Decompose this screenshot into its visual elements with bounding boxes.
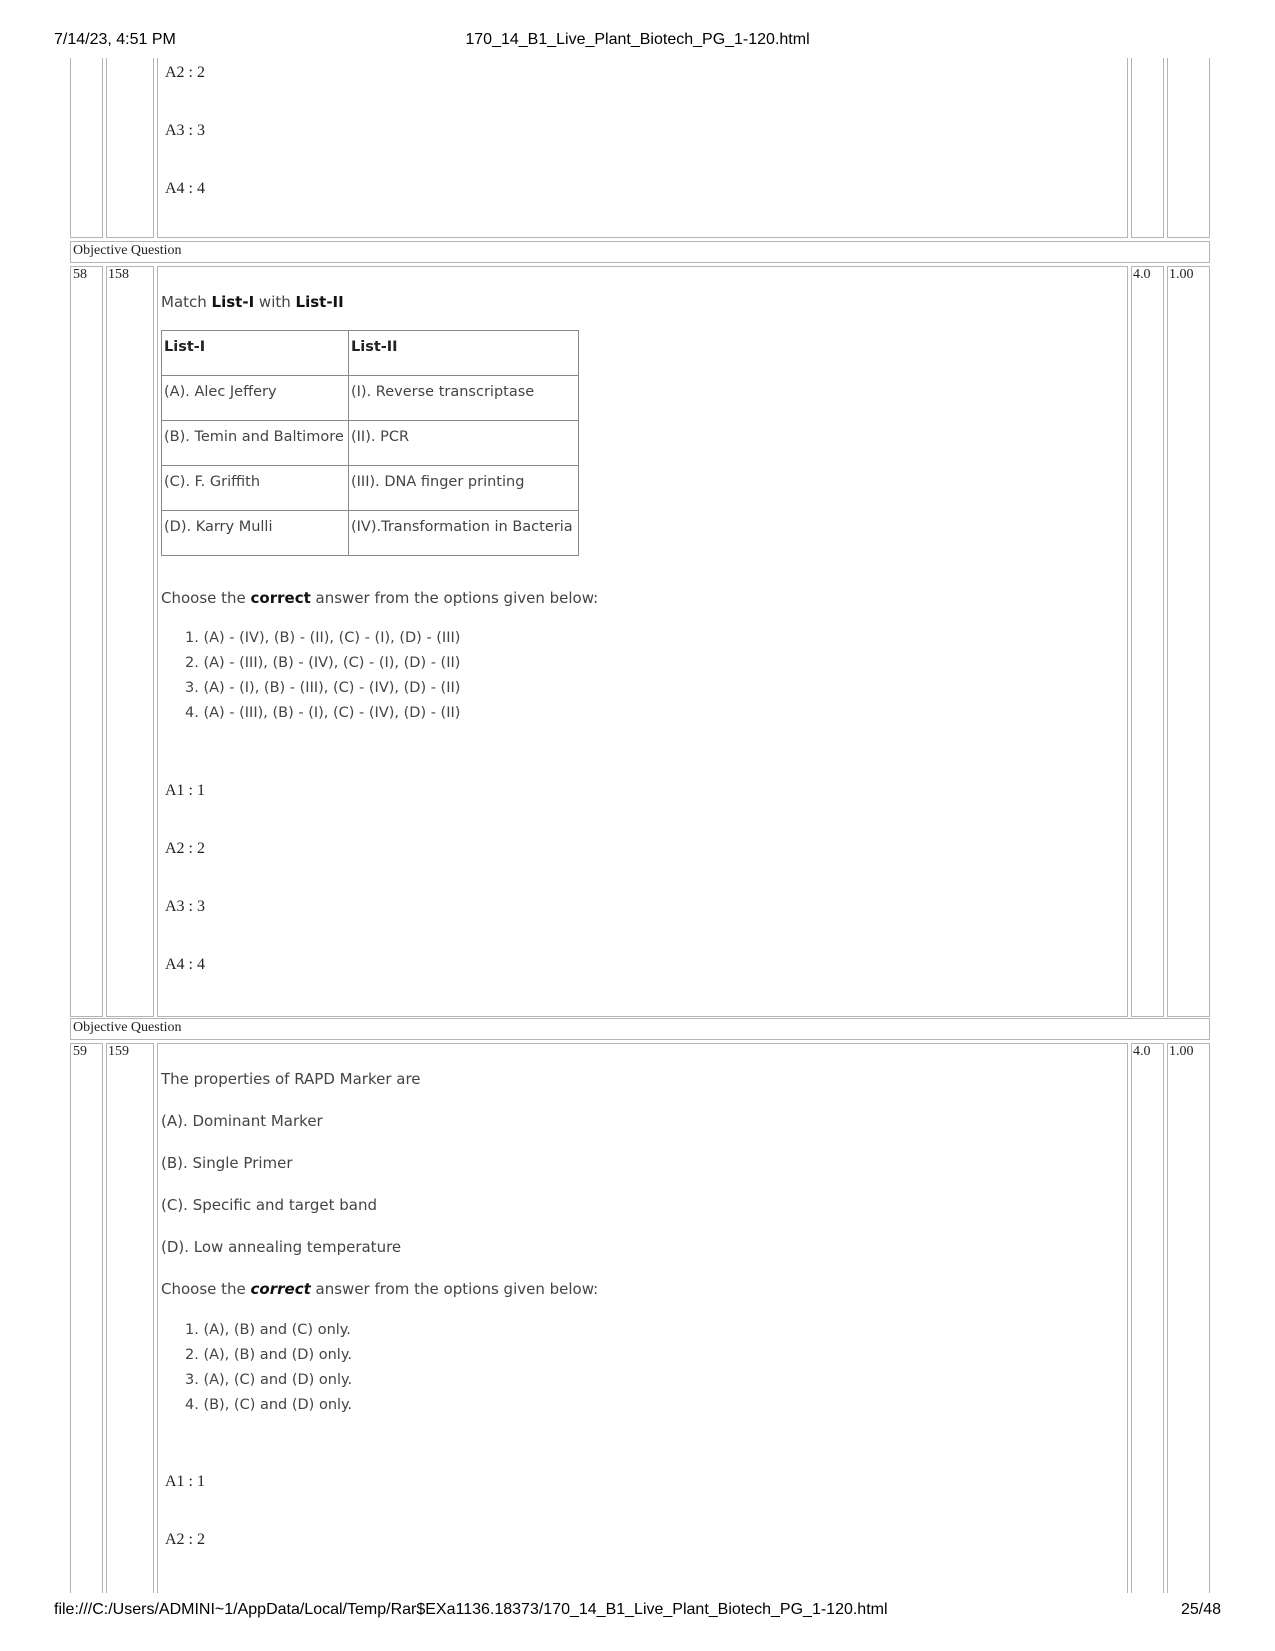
q58-intro-pre: Match (161, 293, 212, 311)
q58-cell-qid (106, 266, 154, 1017)
q58-answer-1: A1 : 1 (165, 782, 205, 799)
section-label-box (70, 241, 1210, 263)
q58-intro-list2: List-II (295, 293, 344, 311)
prev-cell-serial (70, 58, 103, 238)
table-cell: (B). Temin and Baltimore (162, 421, 349, 466)
table-header-row (162, 331, 579, 376)
q59-choose-text (161, 1280, 598, 1298)
table-header-list2: List-II (349, 331, 579, 376)
table-cell: (II). PCR (349, 421, 579, 466)
prev-cell-qid (106, 58, 154, 238)
table-row (162, 376, 579, 421)
q58-option-1: 1. (A) - (IV), (B) - (II), (C) - (I), (D) - (III) (185, 630, 461, 646)
q59-option-4: 4. (B), (C) and (D) only. (185, 1397, 353, 1413)
q59-statement-d: (D). Low annealing temperature (161, 1238, 402, 1256)
q58-option-3: 3. (A) - (I), (B) - (III), (C) - (IV), (D) - (II) (185, 680, 461, 696)
prev-cell-marks (1131, 58, 1164, 238)
table-cell: (IV).Transformation in Bacteria (349, 511, 579, 556)
q58-intro-mid: with (254, 293, 296, 311)
print-file-path: file:///C:/Users/ADMINI~1/AppData/Local/Temp/Rar$EXa1136.18373/170_14_B1_Live_Plant_Biotech_PG_1-120.html (54, 1601, 888, 1618)
q58-answer-3: A3 : 3 (165, 898, 205, 915)
q58-serial: 58 (73, 267, 87, 282)
section-label: Objective Question (73, 1020, 182, 1035)
table-cell: (D). Karry Mulli (162, 511, 349, 556)
q59-intro: The properties of RAPD Marker are (161, 1070, 421, 1088)
table-header-list1: List-I (162, 331, 349, 376)
q59-cell-qid (106, 1043, 154, 1593)
q59-statement-b: (B). Single Primer (161, 1154, 293, 1172)
q58-cell-serial (70, 266, 103, 1017)
prev-answer-2: A2 : 2 (165, 64, 205, 81)
q58-intro (161, 293, 344, 311)
q58-marks: 4.0 (1133, 267, 1151, 282)
section-label-box (70, 1018, 1210, 1040)
q58-intro-list1: List-I (211, 293, 255, 311)
table-row (162, 466, 579, 511)
q59-serial: 59 (73, 1044, 87, 1059)
table-row (162, 421, 579, 466)
q59-statement-a: (A). Dominant Marker (161, 1112, 323, 1130)
q59-option-2: 2. (A), (B) and (D) only. (185, 1347, 352, 1363)
q58-choose-post: answer from the options given below: (310, 589, 599, 607)
q58-answer-2: A2 : 2 (165, 840, 205, 857)
print-datetime: 7/14/23, 4:51 PM (54, 31, 176, 48)
prev-cell-body (157, 58, 1128, 238)
q58-match-table (161, 330, 579, 556)
page-number: 25/48 (1180, 1601, 1221, 1618)
table-cell: (A). Alec Jeffery (162, 376, 349, 421)
q59-statement-c: (C). Specific and target band (161, 1196, 377, 1214)
table-cell: (I). Reverse transcriptase (349, 376, 579, 421)
q58-answer-4: A4 : 4 (165, 956, 205, 973)
q59-choose-pre: Choose the (161, 1280, 251, 1298)
q58-cell-marks (1131, 266, 1164, 1017)
q58-choose-pre: Choose the (161, 589, 251, 607)
prev-answer-4: A4 : 4 (165, 180, 205, 197)
q59-cell-serial (70, 1043, 103, 1593)
q59-choose-post: answer from the options given below: (310, 1280, 599, 1298)
q59-cell-marks (1131, 1043, 1164, 1593)
q59-option-3: 3. (A), (C) and (D) only. (185, 1372, 353, 1388)
section-label: Objective Question (73, 243, 182, 258)
q58-cell-neg (1167, 266, 1210, 1017)
q59-marks: 4.0 (1133, 1044, 1151, 1059)
q58-choose-bold: correct (250, 589, 311, 607)
q59-cell-neg (1167, 1043, 1210, 1593)
q58-choose-text (161, 589, 598, 607)
q58-option-2: 2. (A) - (III), (B) - (IV), (C) - (I), (D) - (II) (185, 655, 461, 671)
table-row (162, 511, 579, 556)
print-filename: 170_14_B1_Live_Plant_Biotech_PG_1-120.html (465, 31, 810, 48)
q59-answer-1: A1 : 1 (165, 1473, 205, 1490)
q59-qid: 159 (108, 1044, 129, 1059)
table-cell: (C). F. Griffith (162, 466, 349, 511)
q58-qid: 158 (108, 267, 129, 282)
q59-neg: 1.00 (1169, 1044, 1194, 1059)
q59-answer-2: A2 : 2 (165, 1531, 205, 1548)
table-cell: (III). DNA finger printing (349, 466, 579, 511)
q59-choose-bold: correct (250, 1280, 311, 1298)
prev-cell-neg (1167, 58, 1210, 238)
q58-option-4: 4. (A) - (III), (B) - (I), (C) - (IV), (D) - (II) (185, 705, 461, 721)
prev-answer-3: A3 : 3 (165, 122, 205, 139)
q59-option-1: 1. (A), (B) and (C) only. (185, 1322, 351, 1338)
q58-neg: 1.00 (1169, 267, 1194, 282)
